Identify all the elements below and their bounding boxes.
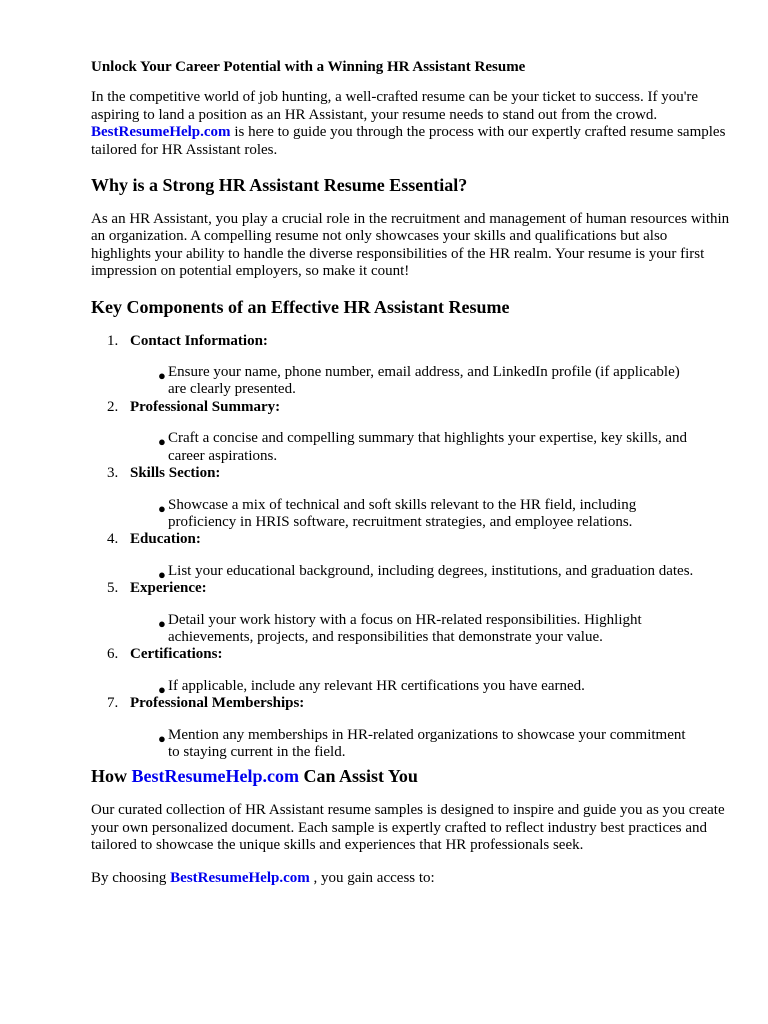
list-number: 1. — [107, 332, 119, 349]
sub-list-item — [158, 496, 731, 532]
list-item — [91, 399, 731, 465]
list-item-title: Education: — [130, 531, 201, 548]
sub-list-text: Mention any memberships in HR-related organizations to showcase your commitment to staying current in the field. — [168, 726, 686, 760]
section-heading-why: Why is a Strong HR Assistant Resume Essential? — [91, 175, 468, 196]
list-item-title: Certifications: — [130, 646, 223, 663]
list-number: 3. — [107, 465, 119, 482]
list-item-title: Professional Memberships: — [130, 695, 305, 712]
sub-list-item — [158, 364, 731, 399]
sub-list-item — [158, 677, 731, 697]
list-item-title: Professional Summary: — [130, 398, 281, 415]
list-item — [91, 646, 731, 695]
list-item — [91, 333, 731, 399]
list-item-title: Contact Information: — [130, 332, 268, 349]
intro-text-start: In the competitive world of job hunting, a well-crafted resume can be your ticket to success. If you're aspiring to land a position as an HR Assistant, your resume needs to stand out from the crowd. — [91, 89, 699, 123]
document-title: Unlock Your Career Potential with a Winning HR Assistant Resume — [91, 59, 526, 75]
bullet-icon: ● — [158, 730, 166, 746]
sub-list-text: List your educational background, including degrees, institutions, and graduation dates. — [168, 562, 694, 579]
sub-list — [130, 678, 731, 695]
section-why-paragraph: As an HR Assistant, you play a crucial role in the recruitment and management of human resources within an organization. A compelling resume not only showcases your skills and qualifications but also highlights your ability to handle the diverse responsibilities of the HR realm. Your resume is your first impression on potential employers, so make it count! — [91, 211, 730, 280]
sub-list-text: Ensure your name, phone number, email address, and LinkedIn profile (if applicable) are clearly presented. — [168, 364, 680, 398]
bullet-icon: ● — [158, 615, 166, 631]
sub-list-item — [158, 611, 731, 647]
bullet-icon: ● — [158, 566, 166, 582]
sub-list-text: If applicable, include any relevant HR certifications you have earned. — [168, 677, 585, 694]
heading-text-start: How — [91, 766, 132, 787]
sub-list — [130, 727, 731, 762]
bullet-icon: ● — [158, 368, 166, 384]
section-heading-key-components: Key Components of an Effective HR Assistant Resume — [91, 296, 510, 317]
list-number: 5. — [107, 580, 119, 597]
choosing-text-start: By choosing — [91, 869, 171, 886]
sub-list-text: Detail your work history with a focus on HR-related responsibilities. Highlight achievements, projects, and responsibilities that demonstrate your value. — [168, 611, 642, 645]
bullet-icon: ● — [158, 681, 166, 697]
list-number: 4. — [107, 531, 119, 548]
list-item-title: Skills Section: — [130, 465, 221, 482]
list-item — [91, 695, 731, 761]
section-assist-paragraph: Our curated collection of HR Assistant resume samples is designed to inspire and guide you as you create your own personalized document. Each sample is expertly crafted to reflect industry best practices and tailored to showcase the unique skills and experiences that HR professionals seek. — [91, 802, 725, 854]
sub-list — [130, 612, 731, 647]
key-components-list — [91, 333, 731, 762]
sub-list-item — [158, 430, 731, 465]
choosing-text-end: , you gain access to: — [309, 869, 435, 886]
document-page — [91, 59, 731, 902]
list-item — [91, 465, 731, 531]
bestresumehelp-link-intro[interactable]: BestResumeHelp.com — [91, 124, 231, 141]
list-number: 2. — [107, 398, 119, 415]
list-number: 6. — [107, 646, 119, 663]
sub-list — [130, 430, 731, 465]
list-number: 7. — [107, 695, 119, 712]
section-heading-how-we-assist — [91, 765, 731, 787]
list-item — [91, 531, 731, 580]
sub-list — [130, 497, 731, 532]
sub-list-item — [158, 562, 731, 582]
list-item-title: Experience: — [130, 580, 207, 597]
bullet-icon: ● — [158, 500, 166, 516]
bestresumehelp-link-heading[interactable]: BestResumeHelp.com — [131, 766, 299, 787]
heading-text-end: Can Assist You — [298, 766, 418, 787]
sub-list-text: Craft a concise and compelling summary that highlights your expertise, key skills, and career aspirations. — [168, 430, 688, 464]
sub-list — [130, 563, 731, 580]
list-item — [91, 580, 731, 646]
intro-text-end: is here to guide you through the process with our expertly crafted resume samples tailored for HR Assistant roles. — [91, 124, 726, 158]
sub-list — [130, 364, 731, 399]
sub-list-item — [158, 726, 731, 762]
sub-list-text: Showcase a mix of technical and soft skills relevant to the HR field, including proficiency in HRIS software, recruitment strategies, and employee relations. — [168, 496, 637, 530]
choosing-paragraph — [91, 870, 731, 887]
bullet-icon: ● — [158, 434, 166, 450]
intro-paragraph — [91, 89, 731, 159]
bestresumehelp-link-choosing[interactable]: BestResumeHelp.com — [170, 869, 310, 886]
